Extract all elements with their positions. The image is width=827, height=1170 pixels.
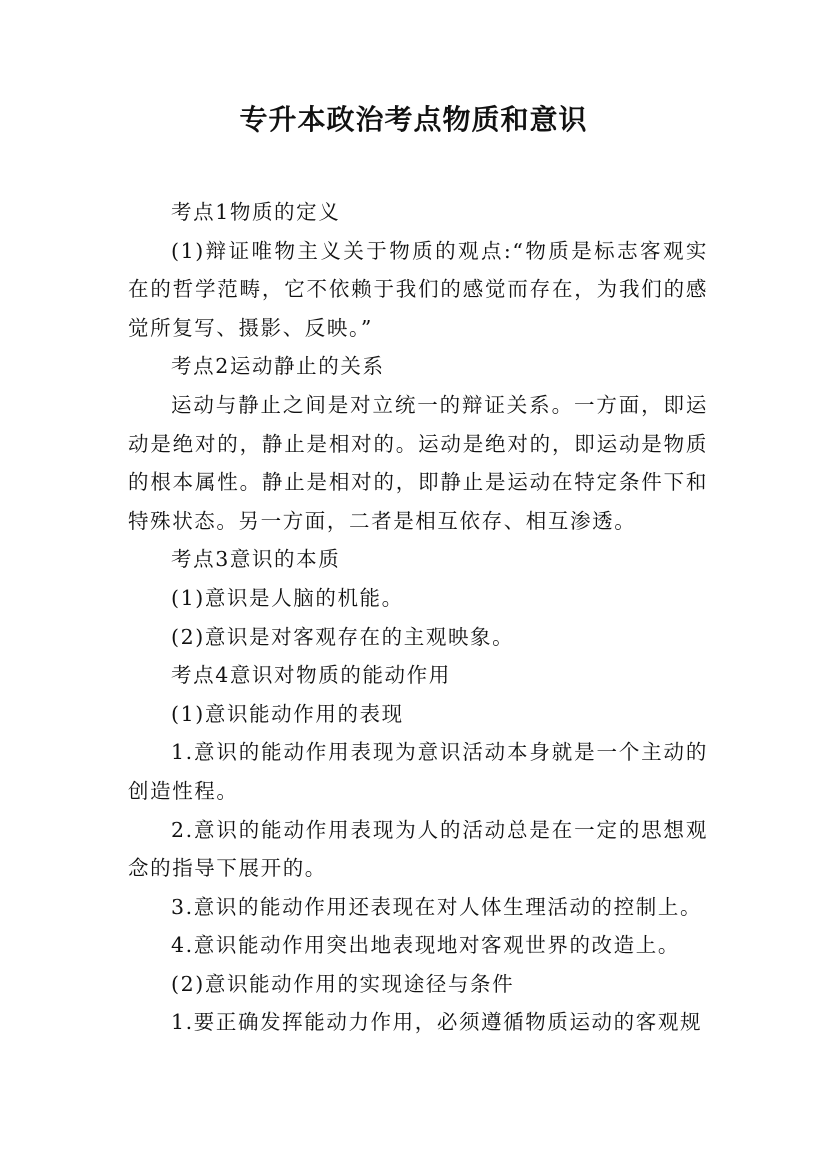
paragraph: (2)意识是对客观存在的主观映象。 bbox=[171, 624, 515, 649]
heading-point-3: 考点3意识的本质 bbox=[171, 547, 341, 572]
paragraph: 4.意识能动作用突出地表现地对客观世界的改造上。 bbox=[171, 933, 680, 958]
paragraph: 1.要正确发挥能动力作用，必须遵循物质运动的客观规 bbox=[171, 1010, 703, 1035]
paragraph: 1.意识的能动作用表现为意识活动本身就是一个主动的创造性程。 bbox=[128, 740, 708, 803]
paragraph: (1)意识能动作用的表现 bbox=[171, 701, 404, 726]
document-title: 专升本政治考点物质和意识 bbox=[239, 103, 588, 136]
paragraph: 运动与静止之间是对立统一的辩证关系。一方面，即运动是绝对的，静止是相对的。运动是绝对的，即运动是物质的根本属性。静止是相对的，即静止是运动在特定条件下和特殊状态。另一方面，二者是相互依存、相互渗透。 bbox=[128, 392, 708, 533]
document-body bbox=[128, 193, 708, 1042]
paragraph: (1)辩证唯物主义关于物质的观点:“物质是标志客观实在的哲学范畴，它不依赖于我们的感觉而存在，为我们的感觉所复写、摄影、反映。” bbox=[128, 238, 708, 340]
paragraph: 3.意识的能动作用还表现在对人体生理活动的控制上。 bbox=[171, 894, 703, 919]
paragraph: (2)意识能动作用的实现途径与条件 bbox=[171, 971, 515, 996]
heading-point-2: 考点2运动静止的关系 bbox=[171, 354, 385, 379]
heading-point-1: 考点1物质的定义 bbox=[171, 200, 341, 224]
paragraph: (1)意识是人脑的机能。 bbox=[171, 585, 404, 610]
paragraph: 2.意识的能动作用表现为人的活动总是在一定的思想观念的指导下展开的。 bbox=[128, 817, 708, 881]
heading-point-4: 考点4意识对物质的能动作用 bbox=[171, 663, 451, 688]
